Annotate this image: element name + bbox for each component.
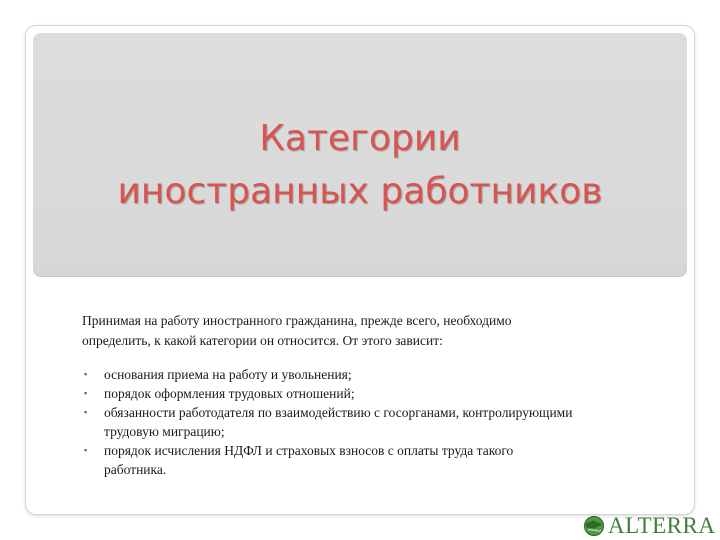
bullet-marker-icon: ▪ xyxy=(84,369,88,379)
bullet-marker-icon: ▪ xyxy=(84,445,88,455)
bullet-item xyxy=(82,365,682,384)
bullet-line: порядок исчисления НДФЛ и страховых взносов с оплаты труда такого xyxy=(104,443,514,458)
bullet-line-continuation: трудовую миграцию; xyxy=(104,424,225,439)
bullet-list xyxy=(82,365,682,479)
bullet-marker-icon: ▪ xyxy=(84,388,88,398)
intro-line-1: Принимая на работу иностранного гражданина, прежде всего, необходимо xyxy=(82,313,512,328)
title-line-1: Категории xyxy=(259,118,461,159)
globe-icon xyxy=(583,515,605,537)
bullet-item xyxy=(82,384,682,403)
logo-text: ALTERRA xyxy=(608,513,716,538)
intro-line-2: определить, к какой категории он относится. От этого зависит: xyxy=(82,333,443,348)
bullet-line: основания приема на работу и увольнения; xyxy=(104,367,352,382)
bullet-marker-icon: ▪ xyxy=(84,407,88,417)
bullet-line-continuation: работника. xyxy=(104,462,167,477)
title-line-2: иностранных работников xyxy=(117,171,603,212)
bullet-line: порядок оформления трудовых отношений; xyxy=(104,386,355,401)
slide-title xyxy=(60,112,660,218)
bullet-line: обязанности работодателя по взаимодействию с госорганами, контролирующими xyxy=(104,405,573,420)
bullet-item xyxy=(82,441,682,479)
bullet-item xyxy=(82,403,682,441)
intro-paragraph xyxy=(82,311,662,351)
alterra-logo xyxy=(583,513,715,539)
